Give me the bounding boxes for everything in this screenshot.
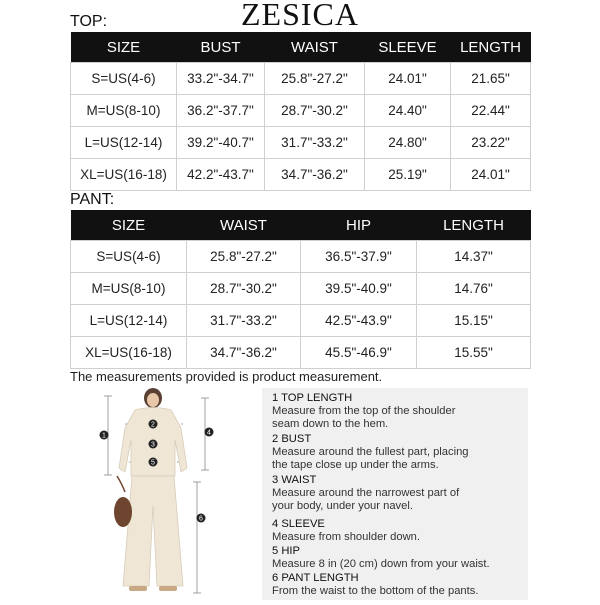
guide-desc: Measure 8 in (20 cm) down from your waist.: [272, 558, 490, 570]
table-cell: 28.7"-30.2": [265, 95, 365, 127]
table-cell: 45.5"-46.9": [301, 337, 417, 369]
guide-desc: Measure from the top of the shoulder: [272, 405, 456, 417]
table-cell: 39.5"-40.9": [301, 273, 417, 305]
table-cell: L=US(12-14): [71, 127, 177, 159]
pant-header-waist: WAIST: [187, 210, 301, 241]
top-table-header-row: [71, 32, 531, 63]
guide-title: 5 HIP: [272, 545, 300, 557]
top-header-waist: WAIST: [265, 32, 365, 63]
guide-desc: your body, under your navel.: [272, 500, 413, 512]
table-cell: 24.40": [365, 95, 451, 127]
table-row: [71, 337, 531, 369]
top-size-table: [70, 32, 531, 191]
guide-top-length: [272, 392, 455, 431]
guide-title: 2 BUST: [272, 433, 312, 445]
table-cell: XL=US(16-18): [71, 159, 177, 191]
table-cell: 25.8"-27.2": [187, 241, 301, 273]
pant-table-header-row: [71, 210, 531, 241]
guide-pant-length: [272, 572, 478, 598]
pant-size-table: [70, 210, 531, 369]
table-cell: L=US(12-14): [71, 305, 187, 337]
table-cell: 39.2"-40.7": [177, 127, 265, 159]
guide-hip: [272, 545, 490, 571]
table-row: [71, 305, 531, 337]
table-cell: 14.37": [417, 241, 531, 273]
guide-title: 6 PANT LENGTH: [272, 572, 359, 584]
table-cell: 22.44": [451, 95, 531, 127]
guide-bust: [272, 433, 469, 472]
top-header-sleeve: SLEEVE: [365, 32, 451, 63]
table-cell: 34.7"-36.2": [187, 337, 301, 369]
table-cell: S=US(4-6): [71, 241, 187, 273]
table-cell: 21.65": [451, 63, 531, 95]
marker-5-label: 5: [151, 459, 155, 467]
table-cell: 36.2"-37.7": [177, 95, 265, 127]
table-cell: 31.7"-33.2": [265, 127, 365, 159]
guide-waist: [272, 474, 459, 513]
pant-section-label: PANT:: [70, 191, 115, 208]
table-cell: 24.01": [451, 159, 531, 191]
brand-logo: ZESICA: [241, 0, 359, 32]
top-section-label: TOP:: [70, 13, 108, 30]
table-row: [71, 159, 531, 191]
guide-desc: Measure around the narrowest part of: [272, 487, 460, 499]
marker-3-label: 3: [151, 441, 155, 449]
table-cell: 34.7"-36.2": [265, 159, 365, 191]
table-cell: 25.19": [365, 159, 451, 191]
guide-title: 4 SLEEVE: [272, 518, 325, 530]
table-cell: 24.80": [365, 127, 451, 159]
table-cell: 25.8"-27.2": [265, 63, 365, 95]
guide-desc: Measure from shoulder down.: [272, 531, 420, 543]
measurement-guide-panel: [262, 388, 528, 600]
table-cell: 31.7"-33.2": [187, 305, 301, 337]
measurement-note: The measurements provided is product measurement.: [70, 369, 383, 384]
guide-sleeve: [272, 518, 420, 544]
guide-title: 1 TOP LENGTH: [272, 392, 353, 404]
table-cell: 23.22": [451, 127, 531, 159]
table-cell: 36.5"-37.9": [301, 241, 417, 273]
guide-desc: From the waist to the bottom of the pants.: [272, 585, 479, 597]
table-row: [71, 127, 531, 159]
table-cell: 42.2"-43.7": [177, 159, 265, 191]
table-cell: 28.7"-30.2": [187, 273, 301, 305]
table-cell: 42.5"-43.9": [301, 305, 417, 337]
table-row: [71, 95, 531, 127]
table-cell: 15.15": [417, 305, 531, 337]
table-cell: S=US(4-6): [71, 63, 177, 95]
table-row: [71, 273, 531, 305]
top-header-length: LENGTH: [451, 32, 531, 63]
table-row: [71, 63, 531, 95]
table-cell: 15.55": [417, 337, 531, 369]
marker-4-label: 4: [207, 429, 211, 437]
table-cell: XL=US(16-18): [71, 337, 187, 369]
model-figure: [95, 388, 265, 600]
top-header-bust: BUST: [177, 32, 265, 63]
pant-header-length: LENGTH: [417, 210, 531, 241]
table-row: [71, 241, 531, 273]
table-cell: M=US(8-10): [71, 95, 177, 127]
guide-desc: seam down to the hem.: [272, 418, 389, 430]
guide-desc: the tape close up under the arms.: [272, 459, 439, 471]
marker-6-label: 6: [199, 515, 203, 523]
table-cell: 33.2"-34.7": [177, 63, 265, 95]
table-cell: 24.01": [365, 63, 451, 95]
table-cell: M=US(8-10): [71, 273, 187, 305]
pant-header-hip: HIP: [301, 210, 417, 241]
table-cell: 14.76": [417, 273, 531, 305]
marker-2-label: 2: [151, 421, 155, 429]
top-header-size: SIZE: [71, 32, 177, 63]
guide-title: 3 WAIST: [272, 474, 317, 486]
pant-header-size: SIZE: [71, 210, 187, 241]
model-illustration: [95, 388, 265, 600]
marker-1-label: 1: [102, 432, 106, 440]
guide-desc: Measure around the fullest part, placing: [272, 446, 469, 458]
